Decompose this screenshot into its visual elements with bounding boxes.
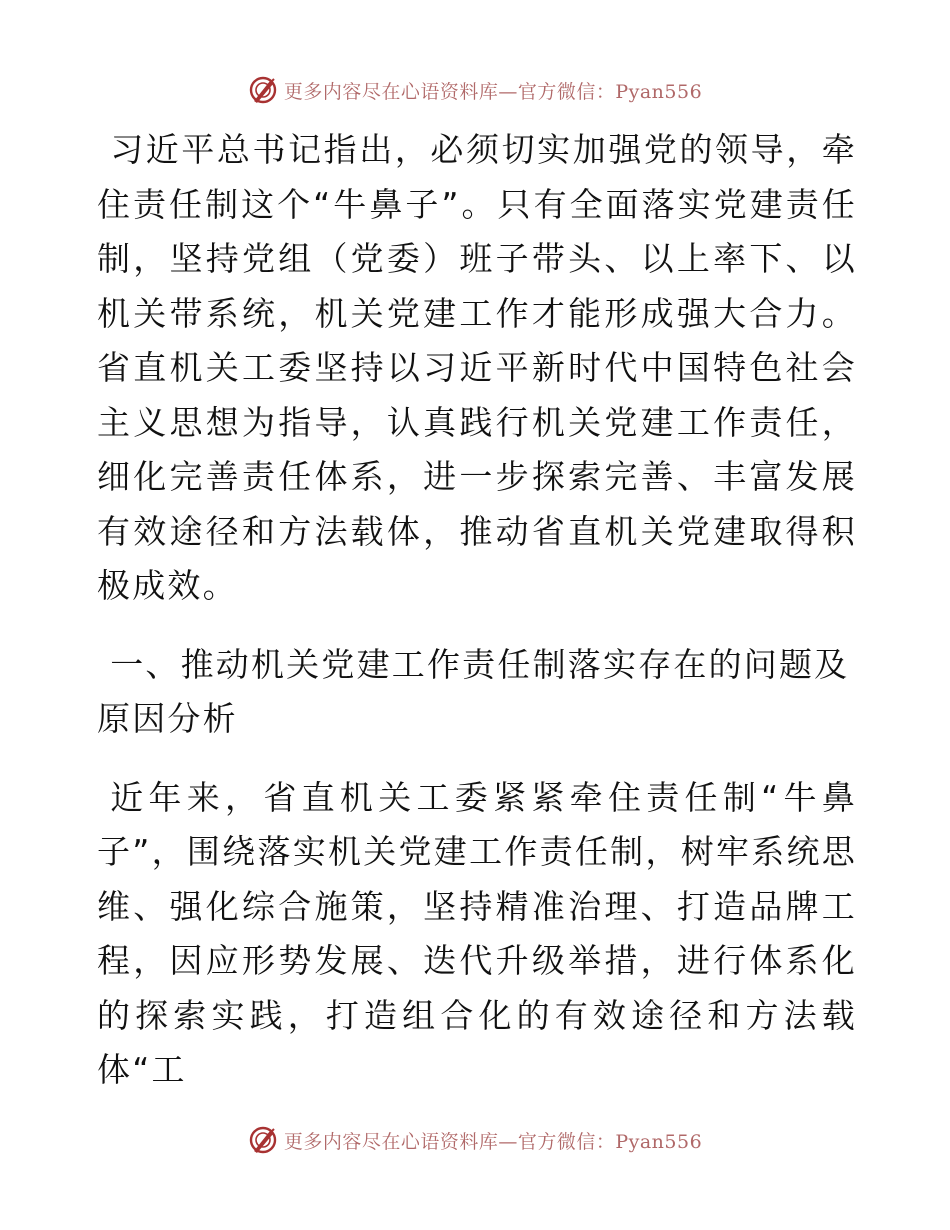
quill-pen-logo-icon (248, 1125, 278, 1155)
footer-banner (0, 1120, 950, 1160)
document-body (97, 123, 857, 1098)
banner-dash: — (498, 80, 518, 103)
banner-dash: — (498, 1130, 518, 1153)
banner-wechat: 官方微信：Pyan556 (517, 1130, 703, 1153)
quill-pen-logo-icon (248, 75, 278, 105)
banner-wechat: 官方微信：Pyan556 (517, 80, 703, 103)
banner-title: 更多内容尽在心语资料库 (283, 1130, 499, 1153)
section-heading-1: 一、推动机关党建工作责任制落实存在的问题及原因分析 (97, 644, 850, 738)
banner-title: 更多内容尽在心语资料库 (283, 80, 499, 103)
paragraph-1: 习近平总书记指出，必须切实加强党的领导，牵住责任制这个“牛鼻子”。只有全面落实党建责任制，坚持党组（党委）班子带头、以上率下、以机关带系统，机关党建工作才能形成强大合力。省直机关工委坚持以习近平新时代中国特色社会主义思想为指导，认真践行机关党建工作责任，细化完善责任体系，进一步探索完善、丰富发展有效途径和方法载体，推动省直机关党建取得积极成效。 (97, 130, 857, 605)
header-banner (0, 70, 950, 110)
paragraph-2: 近年来，省直机关工委紧紧牵住责任制“牛鼻子”，围绕落实机关党建工作责任制，树牢系统思维、强化综合施策，坚持精准治理、打造品牌工程，因应形势发展、迭代升级举措，进行体系化的探索实践，打造组合化的有效途径和方法载体“工 (97, 777, 857, 1089)
banner-text (284, 77, 702, 104)
banner-text (284, 1127, 702, 1154)
